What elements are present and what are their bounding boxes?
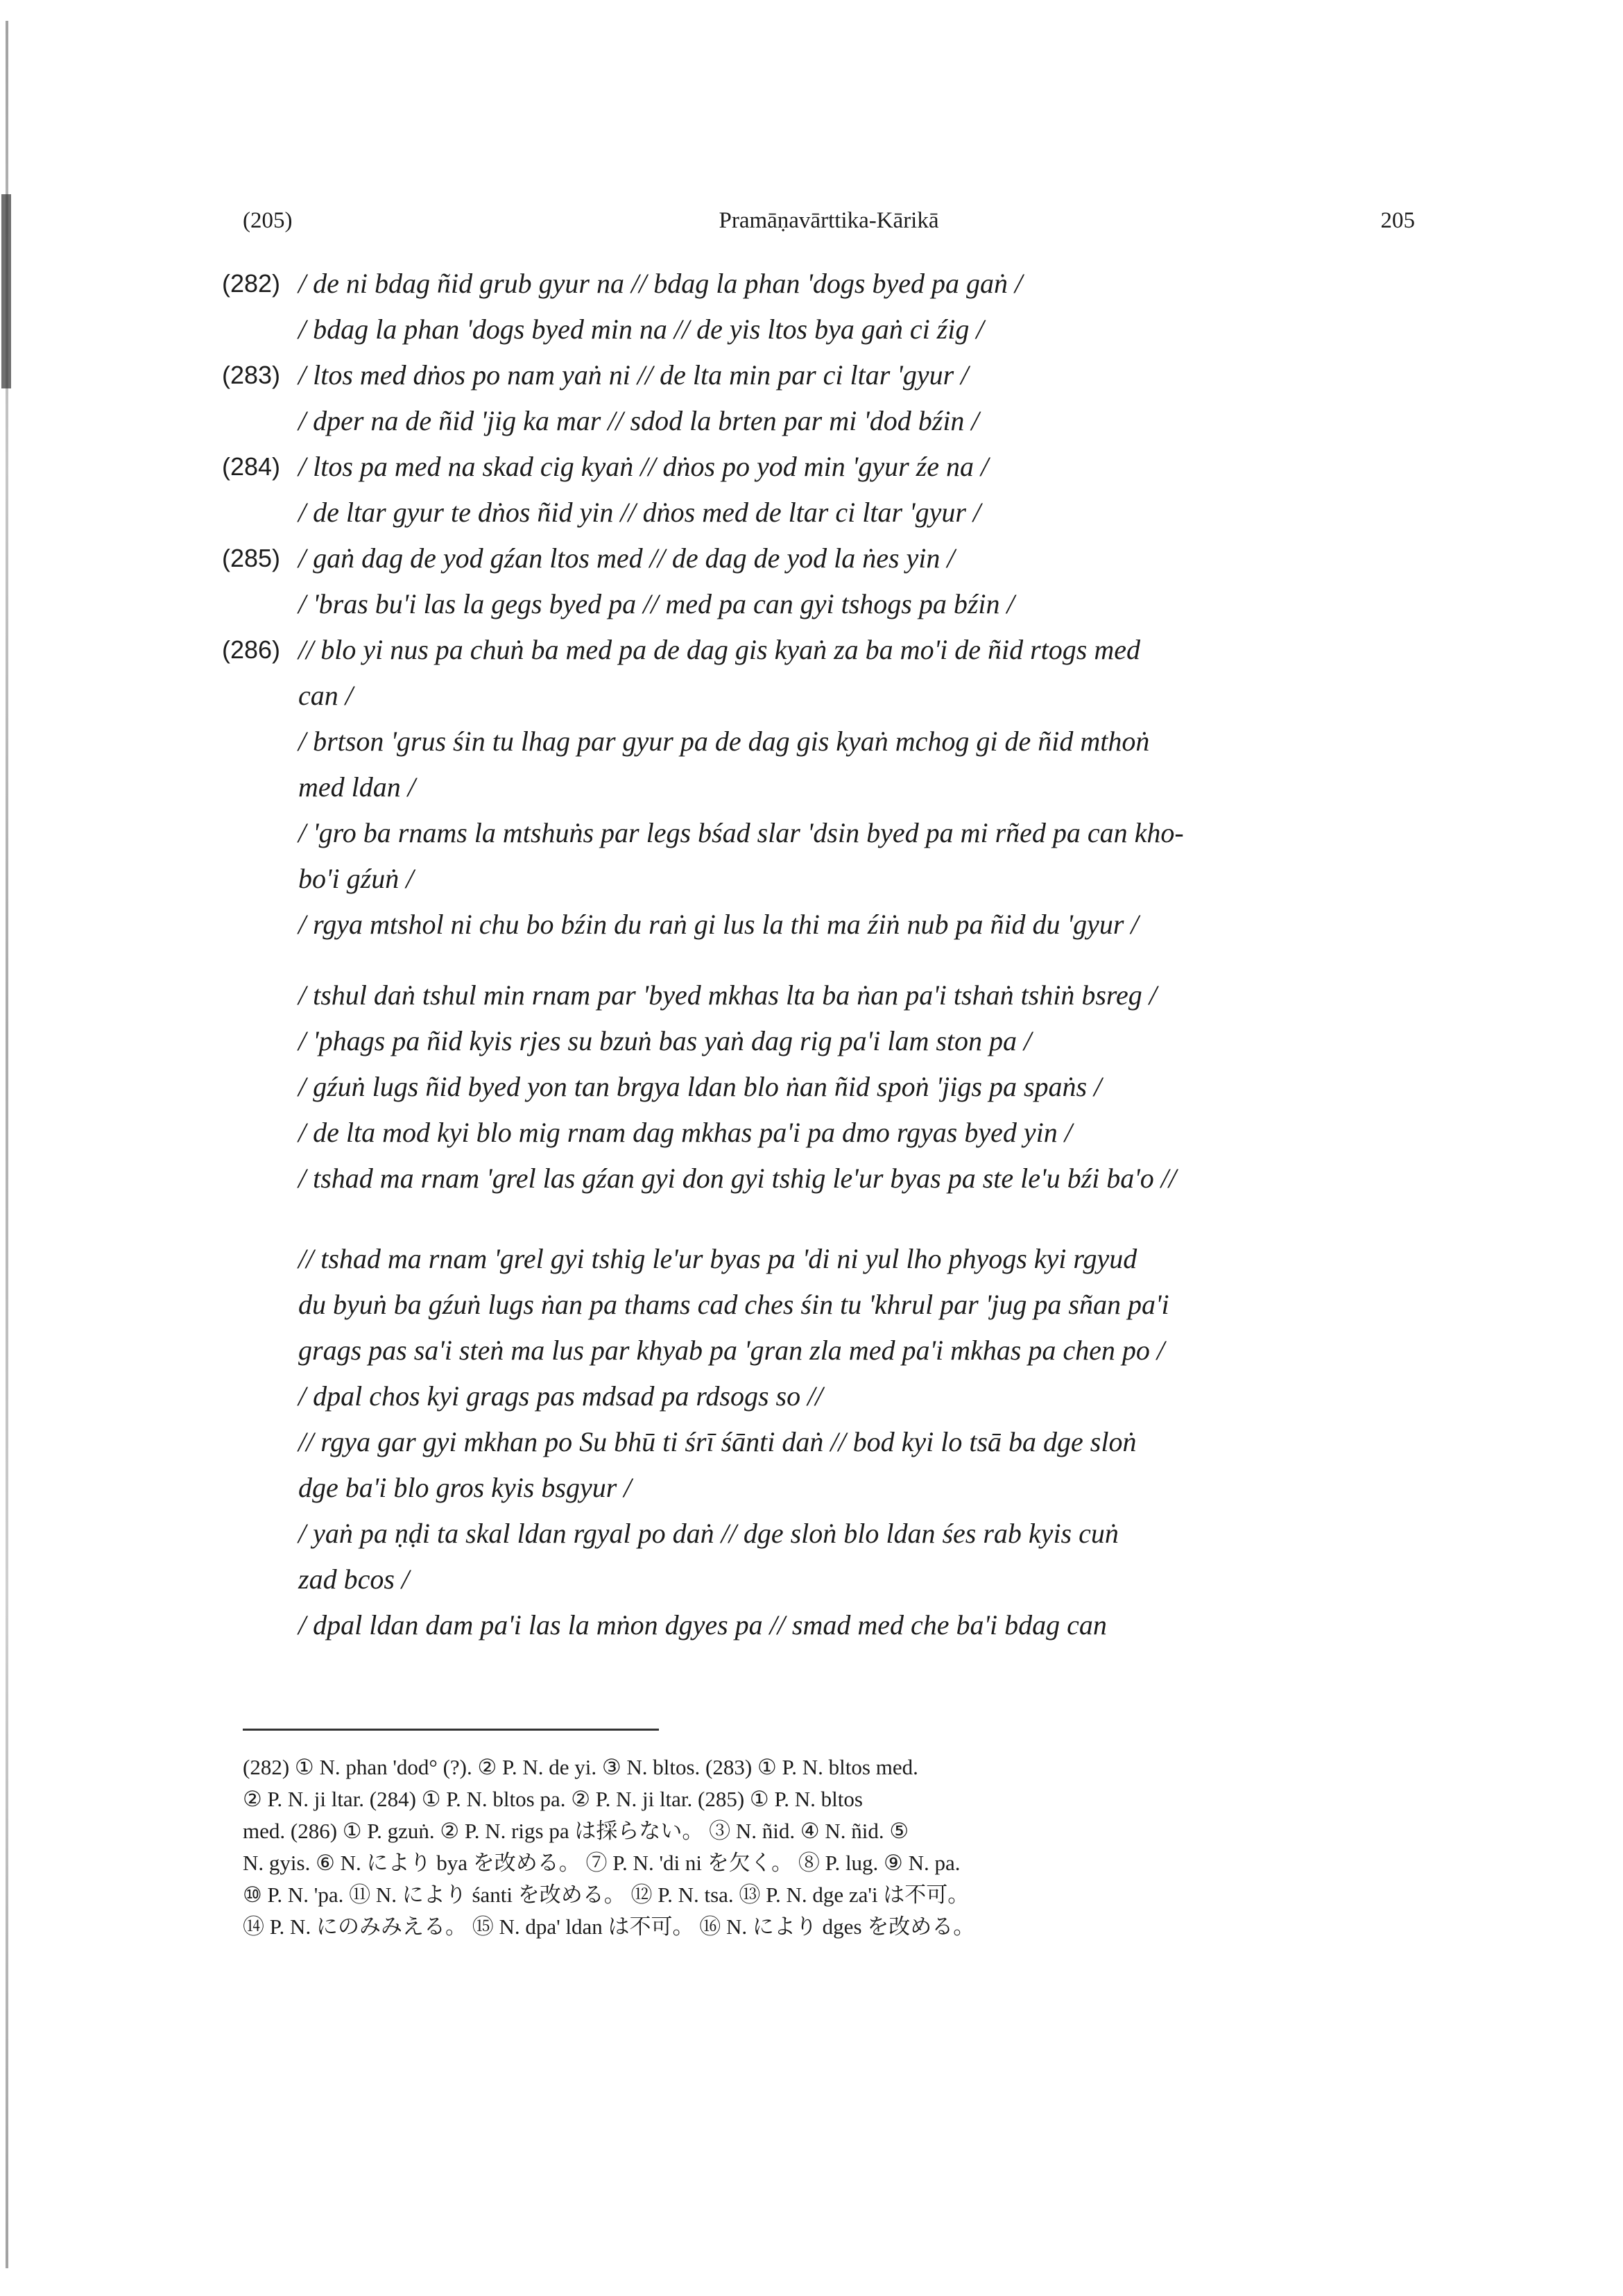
verse-line: / tshul daṅ tshul min rnam par 'byed mkhas lta ba ṅan pa'i tshaṅ tshiṅ bsreg /	[298, 979, 1157, 1011]
verse-line: / dper na de ñid 'jig ka mar // sdod la brten par mi 'dod bźin /	[298, 405, 979, 436]
footnote-rule	[243, 1729, 659, 1731]
footnotes	[243, 1751, 1422, 1943]
running-head	[243, 208, 1415, 243]
colophon-line: grags pas sa'i steṅ ma lus par khyab pa 'gran zla med pa'i mkhas pa chen po /	[298, 1335, 1165, 1366]
footnote-line: med. (286) ① P. gzuṅ. ② P. N. rigs pa は採らない。 ③ N. ñid. ④ N. ñid. ⑤	[243, 1819, 909, 1843]
verse-line: / ltos med dṅos po nam yaṅ ni // de lta min par ci ltar 'gyur /	[298, 359, 969, 391]
verse-line: med ldan /	[298, 771, 415, 803]
verse-line: / de ni bdag ñid grub gyur na // bdag la phan 'dogs byed pa gaṅ /	[298, 268, 1023, 299]
colophon-line: // rgya gar gyi mkhan po Su bhū ti śrī śānti daṅ // bod kyi lo tsā ba dge sloṅ	[298, 1426, 1137, 1457]
verse-line: / gźuṅ lugs ñid byed yon tan brgya ldan blo ṅan ñid spoṅ 'jigs pa spaṅs /	[298, 1071, 1102, 1102]
verse-line: / ltos pa med na skad cig kyaṅ // dṅos po yod min 'gyur źe na /	[298, 451, 989, 482]
verse-282	[222, 261, 1429, 352]
footnote-line: (282) ① N. phan 'dod° (?). ② P. N. de yi. ③ N. bltos. (283) ① P. N. bltos med.	[243, 1755, 918, 1779]
colophon-line: / dpal ldan dam pa'i las la mṅon dgyes pa // smad med che ba'i bdag can	[298, 1609, 1107, 1640]
colophon-line: du byuṅ ba gźuṅ lugs ṅan pa thams cad ches śin tu 'khrul par 'jug pa sñan pa'i	[298, 1289, 1169, 1320]
verse-line: / 'gro ba rnams la mtshuṅs par legs bśad slar 'dsin byed pa mi rñed pa can kho-	[298, 817, 1184, 848]
verse-line: / tshad ma rnam 'grel las gźan gyi don gyi tshig le'ur byas pa ste le'u bźi ba'o //	[298, 1163, 1177, 1194]
verse-line: bo'i gźuṅ /	[298, 863, 414, 894]
verse-285	[222, 536, 1429, 627]
verse-line: can /	[298, 680, 353, 711]
verse-283	[222, 352, 1429, 444]
colophon-line: / yaṅ pa ṇḍi ta skal ldan rgyal po daṅ // dge sloṅ blo ldan śes rab kyis cuṅ	[298, 1518, 1119, 1549]
verse-286	[222, 627, 1429, 1648]
colophon-line: zad bcos /	[298, 1563, 409, 1595]
colophon-line: // tshad ma rnam 'grel gyi tshig le'ur byas pa 'di ni yul lho phyogs kyi rgyud	[298, 1243, 1137, 1274]
verse-line: / de lta mod kyi blo mig rnam dag mkhas pa'i pa dmo rgyas byed yin /	[298, 1117, 1072, 1148]
header-page-paren: (205)	[243, 208, 293, 233]
header-title: Pramāṇavārttika-Kārikā	[719, 208, 939, 233]
verse-number: (284)	[222, 452, 281, 481]
colophon-line: dge ba'i blo gros kyis bsgyur /	[298, 1472, 632, 1503]
footnote-line: ⑩ P. N. 'pa. ⑪ N. により śanti を改める。 ⑫ P. N. tsa. ⑬ P. N. dge za'i は不可。	[243, 1883, 970, 1907]
verse-number: (286)	[222, 635, 281, 664]
verse-number: (283)	[222, 361, 281, 389]
verse-line: / de ltar gyur te dṅos ñid yin // dṅos med de ltar ci ltar 'gyur /	[298, 497, 981, 528]
footnote-line: N. gyis. ⑥ N. により bya を改める。 ⑦ P. N. 'di ni を欠く。 ⑧ P. lug. ⑨ N. pa.	[243, 1851, 961, 1875]
verse-line: / gaṅ dag de yod gźan ltos med // de dag de yod la ṅes yin /	[298, 542, 955, 574]
verse-line: // blo yi nus pa chuṅ ba med pa de dag gis kyaṅ za ba mo'i de ñid rtogs med	[298, 634, 1140, 665]
verse-number: (285)	[222, 544, 281, 572]
verse-line: / brtson 'grus śin tu lhag par gyur pa de dag gis kyaṅ mchog gi de ñid mthoṅ	[298, 726, 1150, 757]
verse-number: (282)	[222, 269, 281, 298]
verse-284	[222, 444, 1429, 536]
scan-edge-mark	[1, 194, 11, 388]
colophon-line: / dpal chos kyi grags pas mdsad pa rdsogs so //	[298, 1380, 823, 1412]
verse-line: / bdag la phan 'dogs byed min na // de yis ltos bya gaṅ ci źig /	[298, 314, 984, 345]
verse-line: / 'bras bu'i las la gegs byed pa // med pa can gyi tshogs pa bźin /	[298, 588, 1015, 619]
main-text	[222, 261, 1429, 1648]
verse-line: / 'phags pa ñid kyis rjes su bzuṅ bas yaṅ dag rig pa'i lam ston pa /	[298, 1025, 1032, 1056]
footnote-line: ② P. N. ji ltar. (284) ① P. N. bltos pa. ② P. N. ji ltar. (285) ① P. N. bltos	[243, 1787, 863, 1811]
verse-line: / rgya mtshol ni chu bo bźin du raṅ gi lus la thi ma źiṅ nub pa ñid du 'gyur /	[298, 909, 1139, 940]
header-page-number: 205	[1380, 208, 1415, 233]
footnote-line: ⑭ P. N. にのみみえる。 ⑮ N. dpa' ldan は不可。 ⑯ N. により dges を改める。	[243, 1914, 975, 1939]
